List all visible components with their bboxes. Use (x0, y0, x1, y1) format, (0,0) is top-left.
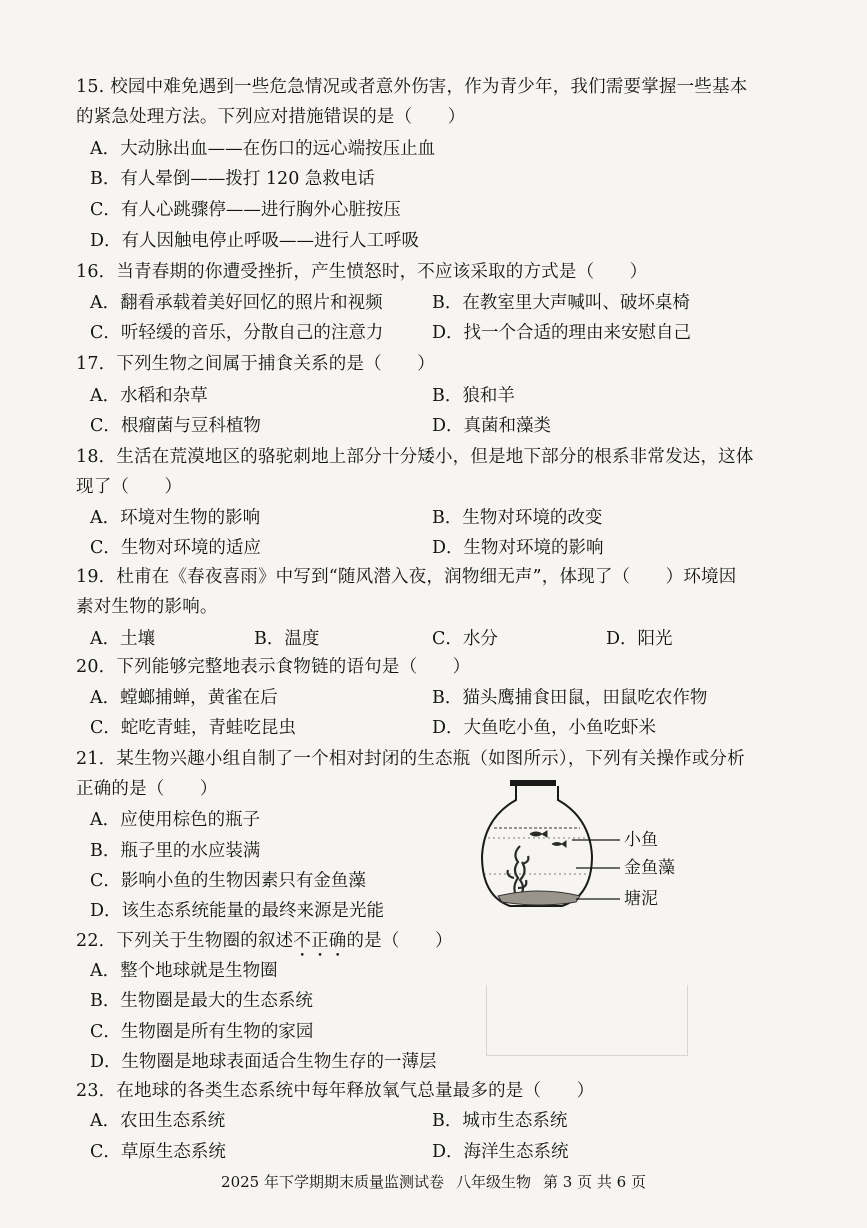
q19-stem-line-2: 素对生物的影响。 (76, 597, 218, 617)
q20-option-d: D．大鱼吃小鱼，小鱼吃虾米 (432, 718, 657, 738)
q18-option-c: C．生物对环境的适应 (90, 538, 261, 558)
q15-stem-line-1: 15. 校园中难免遇到一些危急情况或者意外伤害，作为青少年，我们需要掌握一些基本 (76, 77, 748, 97)
q19-stem-line-1: 19．杜甫在《春夜喜雨》中写到“随风潜入夜，润物细无声”，体现了（ ）环境因 (76, 567, 737, 587)
q20-option-c: C．蛇吃青蛙，青蛙吃昆虫 (90, 718, 296, 738)
q22-stem (76, 930, 453, 961)
q17-option-d: D．真菌和藻类 (432, 416, 552, 436)
q22-option-b: B．生物圈是最大的生态系统 (90, 991, 313, 1011)
q19-option-b: B．温度 (254, 629, 320, 649)
figure-label-pond-mud: 塘泥 (624, 889, 658, 909)
q20-stem: 20．下列能够完整地表示食物链的语句是（ ） (76, 657, 471, 677)
q17-option-c: C．根瘤菌与豆科植物 (90, 416, 261, 436)
q21-stem-line-1: 21．某生物兴趣小组自制了一个相对封闭的生态瓶（如图所示），下列有关操作或分析 (76, 749, 745, 769)
ecological-bottle-figure (480, 778, 700, 918)
q17-option-b: B．狼和羊 (432, 386, 515, 406)
q15-option-d: D．有人因触电停止呼吸——进行人工呼吸 (90, 231, 420, 251)
small-fish-shape (530, 831, 566, 847)
bottle-cap (510, 780, 556, 786)
q21-option-b: B．瓶子里的水应装满 (90, 841, 261, 861)
q16-option-d: D．找一个合适的理由来安慰自己 (432, 323, 692, 343)
q18-option-d: D．生物对环境的影响 (432, 538, 604, 558)
footer-exam-title: 2025 年下学期期末质量监测试卷 (221, 1173, 444, 1191)
q23-option-a: A．农田生态系统 (90, 1111, 226, 1131)
q22-stem-emphasis: 不正确 (293, 931, 347, 951)
q20-option-b: B．猫头鹰捕食田鼠，田鼠吃农作物 (432, 688, 708, 708)
q22-option-a: A．整个地球就是生物圈 (90, 961, 278, 981)
figure-label-waterweed: 金鱼藻 (624, 858, 675, 878)
q16-option-c: C．听轻缓的音乐，分散自己的注意力 (90, 323, 384, 343)
q16-stem: 16．当青春期的你遭受挫折，产生愤怒时，不应该采取的方式是（ ） (76, 262, 648, 282)
q20-option-a: A．螳螂捕蝉，黄雀在后 (90, 688, 278, 708)
q23-option-b: B．城市生态系统 (432, 1111, 568, 1131)
q15-option-a: A．大动脉出血——在伤口的远心端按压止血 (90, 139, 436, 159)
q18-stem-line-1: 18．生活在荒漠地区的骆驼刺地上部分十分矮小，但是地下部分的根系非常发达，这体 (76, 447, 754, 467)
q21-option-d: D．该生态系统能量的最终来源是光能 (90, 901, 385, 921)
q18-stem-line-2: 现了（ ） (76, 477, 183, 497)
waterweed-shape (508, 846, 529, 896)
q21-option-a: A．应使用棕色的瓶子 (90, 810, 261, 830)
q21-stem-line-2: 正确的是（ ） (76, 779, 218, 799)
q18-option-a: A．环境对生物的影响 (90, 508, 261, 528)
q19-option-d: D．阳光 (606, 629, 673, 649)
q19-option-a: A．土壤 (90, 629, 156, 649)
q19-option-c: C．水分 (432, 629, 498, 649)
pond-mud-shape (498, 891, 580, 905)
q16-option-a: A．翻看承载着美好回忆的照片和视频 (90, 293, 383, 313)
bottle-outline (482, 786, 592, 906)
footer-page-number: 第 3 页 共 6 页 (543, 1173, 646, 1191)
q15-option-b: B．有人晕倒——拨打 120 急救电话 (90, 169, 375, 189)
footer-subject: 八年级生物 (456, 1173, 532, 1191)
q22-stem-pre: 22．下列关于生物圈的叙述 (76, 931, 294, 951)
q15-option-c: C．有人心跳骤停——进行胸外心脏按压 (90, 200, 401, 220)
q17-option-a: A．水稻和杂草 (90, 386, 208, 406)
q22-stem-post: 的是（ ） (346, 931, 453, 951)
figure-label-fish: 小鱼 (624, 830, 658, 850)
q22-option-d: D．生物圈是地球表面适合生物生存的一薄层 (90, 1052, 437, 1072)
q23-option-d: D．海洋生态系统 (432, 1142, 569, 1162)
q21-option-c: C．影响小鱼的生物因素只有金鱼藻 (90, 871, 366, 891)
q23-stem: 23．在地球的各类生态系统中每年释放氧气总量最多的是（ ） (76, 1081, 595, 1101)
q22-option-c: C．生物圈是所有生物的家园 (90, 1022, 314, 1042)
q16-option-b: B．在教室里大声喊叫、破坏桌椅 (432, 293, 690, 313)
page-footer (0, 1172, 867, 1192)
bleed-through-mark (486, 985, 688, 1056)
q23-option-c: C．草原生态系统 (90, 1142, 226, 1162)
q15-stem-line-2: 的紧急处理方法。下列应对措施错误的是（ ） (76, 107, 466, 127)
q17-stem: 17．下列生物之间属于捕食关系的是（ ） (76, 354, 435, 374)
q18-option-b: B．生物对环境的改变 (432, 508, 603, 528)
